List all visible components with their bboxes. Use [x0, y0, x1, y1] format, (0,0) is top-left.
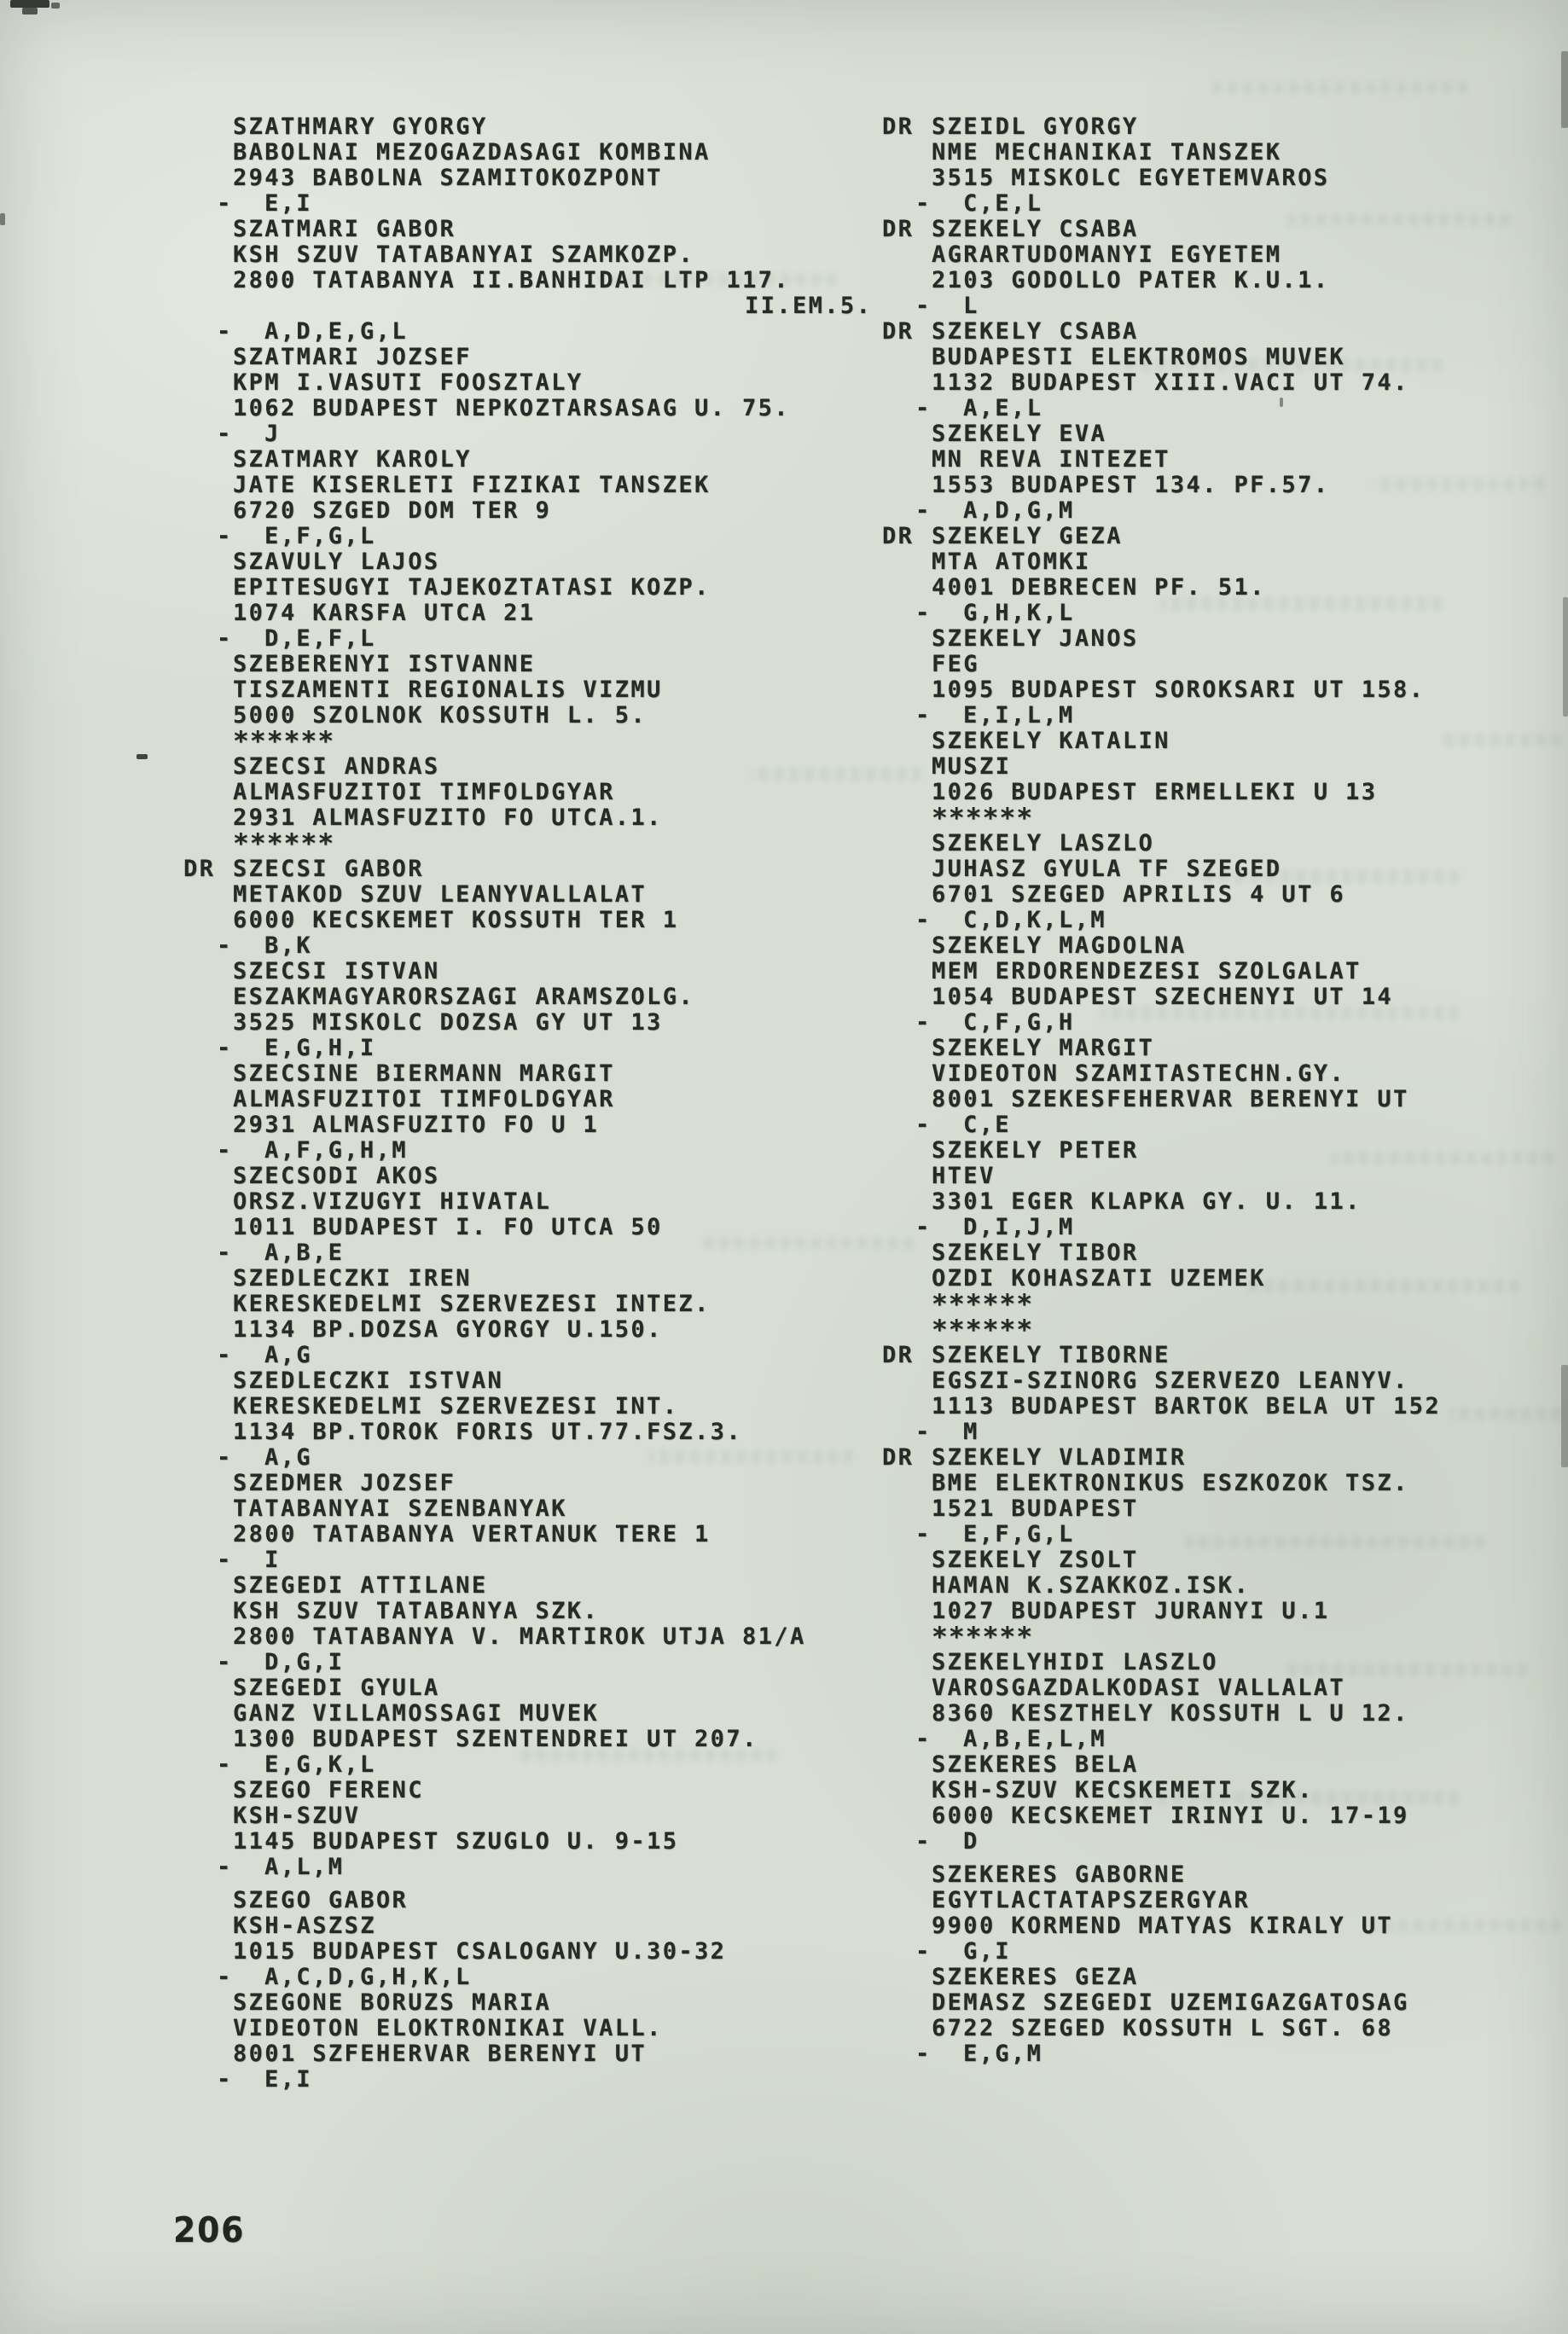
scan-artifact — [1280, 398, 1283, 407]
directory-entry — [915, 1137, 1441, 1240]
entry-codes-line: - A,G — [217, 1444, 312, 1471]
entry-detail-line: 9900 KORMEND MATYAS KIRALY UT — [932, 1913, 1394, 1939]
entry-detail-line: FEG — [932, 651, 979, 677]
scan-artifact — [1561, 51, 1568, 128]
entry-separator-stars: ****** — [932, 803, 1034, 833]
directory-entry — [217, 446, 872, 549]
entry-codes-line: - L — [915, 293, 979, 319]
entry-detail-line: MEM ERDORENDEZESI SZOLGALAT — [932, 958, 1362, 984]
entry-detail-line: 1027 BUDAPEST JURANYI U.1 — [932, 1598, 1330, 1624]
entry-codes-line: - D — [915, 1828, 979, 1855]
entry-codes-line: - C,E — [915, 1112, 1011, 1138]
entry-name: SZEKELY JANOS — [932, 625, 1139, 652]
entry-separator-stars: ****** — [233, 726, 335, 757]
scan-artifact — [51, 3, 60, 9]
directory-entry — [932, 1240, 1441, 1343]
directory-entry — [233, 753, 872, 859]
entry-codes-line: - E,I — [217, 190, 312, 217]
entry-detail-line: 2943 BABOLNA SZAMITOKOZPONT — [233, 165, 663, 191]
entry-name: SZATMARI JOZSEF — [233, 344, 472, 370]
scan-artifact — [1561, 1365, 1568, 1467]
entry-name: SZECSI GABOR DR — [183, 856, 424, 882]
entry-detail-line: KSH SZUV TATABANYA SZK. — [233, 1598, 600, 1624]
entry-detail-line: 2103 GODOLLO PATER K.U.1. — [932, 267, 1330, 293]
directory-entry — [217, 1470, 872, 1573]
bleed-through-streak — [1450, 1408, 1561, 1420]
entry-detail-line: METAKOD SZUV LEANYVALLALAT — [233, 881, 648, 908]
entry-codes-line: - E,F,G,L — [915, 1521, 1075, 1547]
entry-name: SZECSI ANDRAS — [233, 753, 440, 780]
entry-name: SZEKELY KATALIN — [932, 728, 1170, 754]
entry-codes-line: - A,G — [217, 1342, 312, 1368]
entry-detail-line: ALMASFUZITOI TIMFOLDGYAR — [233, 1086, 615, 1112]
scan-artifact — [136, 754, 148, 759]
entry-name: SZEKELY ZSOLT — [932, 1547, 1139, 1573]
entry-detail-line: 2800 TATABANYA V. MARTIROK UTJA 81/A — [233, 1623, 806, 1650]
entry-codes-line: - D,E,F,L — [217, 625, 376, 652]
directory-entry — [233, 651, 872, 757]
entry-detail-line: 1134 BP.TOROK FORIS UT.77.FSZ.3. — [233, 1419, 742, 1445]
entry-detail-line: KERESKEDELMI SZERVEZESI INTEZ. — [233, 1291, 711, 1317]
entry-detail-line: KERESKEDELMI SZERVEZESI INT. — [233, 1393, 679, 1420]
entry-detail-line: 1145 BUDAPEST SZUGLO U. 9-15 — [233, 1828, 679, 1855]
directory-entry — [217, 1777, 872, 1880]
entry-codes-line: - E,G,H,I — [217, 1035, 376, 1061]
directory-entry — [915, 625, 1441, 729]
directory-entry — [217, 1163, 872, 1266]
entry-name: SZECSINE BIERMANN MARGIT — [233, 1060, 615, 1087]
entry-codes-line: - D,G,I — [217, 1649, 345, 1675]
entry-separator-stars: ****** — [233, 828, 335, 859]
entry-detail-line: MTA ATOMKI — [932, 549, 1091, 575]
entry-name: SZEKELY VLADIMIR DR — [882, 1444, 1187, 1471]
directory-entry — [915, 932, 1441, 1036]
entry-name: SZEDLECZKI ISTVAN — [233, 1367, 504, 1394]
entry-name: SZEKELY CSABA DR — [882, 216, 1139, 242]
entry-codes-line: - A,F,G,H,M — [217, 1137, 408, 1164]
directory-entry — [915, 1035, 1441, 1138]
dr-prefix: DR — [882, 216, 915, 242]
entry-separator-stars: ****** — [932, 1289, 1034, 1320]
entry-detail-line: HAMAN K.SZAKKOZ.ISK. — [932, 1572, 1251, 1599]
dr-prefix: DR — [882, 523, 915, 549]
entry-detail-line: 6000 KECSKEMET IRINYI U. 17-19 — [932, 1803, 1409, 1829]
entry-detail-line: BME ELEKTRONIKUS ESZKOZOK TSZ. — [932, 1470, 1409, 1496]
directory-entry — [217, 1887, 872, 1990]
directory-entry — [217, 1989, 872, 2093]
entry-name: SZEKELYHIDI LASZLO — [932, 1649, 1218, 1675]
entry-detail-line: OZDI KOHASZATI UZEMEK — [932, 1265, 1266, 1292]
entry-detail-line: 1132 BUDAPEST XIII.VACI UT 74. — [932, 369, 1409, 396]
entry-name: SZATMARY KAROLY — [233, 446, 472, 473]
entry-detail-line: 1521 BUDAPEST — [932, 1495, 1139, 1522]
entry-codes-line: - M — [915, 1419, 979, 1445]
entry-name: SZEKERES GEZA — [932, 1964, 1139, 1990]
entry-detail-line: AGRARTUDOMANYI EGYETEM — [932, 241, 1282, 268]
directory-entry — [217, 1572, 872, 1675]
directory-entry — [217, 1265, 872, 1368]
entry-detail-line: 1553 BUDAPEST 134. PF.57. — [932, 472, 1330, 498]
entry-detail-line: 6720 SZGED DOM TER 9 — [233, 497, 552, 524]
directory-entry — [932, 729, 1441, 831]
entry-codes-line: - B,K — [217, 932, 312, 959]
entry-detail-line: 1074 KARSFA UTCA 21 — [233, 600, 536, 626]
scan-artifact — [1563, 597, 1568, 717]
entry-codes-line: - A,L,M — [217, 1854, 345, 1880]
directory-entry — [915, 1964, 1441, 2067]
entry-name: SZEKELY EVA — [932, 421, 1107, 447]
entry-detail-line: 1026 BUDAPEST ERMELLEKI U 13 — [932, 779, 1378, 805]
page-number: 206 — [173, 2209, 246, 2250]
entry-detail-line: ALMASFUZITOI TIMFOLDGYAR — [233, 779, 615, 805]
entry-detail-line: 3515 MISKOLC EGYETEMVAROS — [932, 165, 1330, 191]
entry-codes-line: - E,I — [217, 2066, 312, 2093]
directory-entry — [915, 1649, 1441, 1752]
entry-separator-stars: ****** — [932, 1622, 1034, 1652]
entry-detail-line: VIDEOTON SZAMITASTECHN.GY. — [932, 1060, 1346, 1087]
entry-detail-line: DEMASZ SZEGEDI UZEMIGAZGATOSAG — [932, 1989, 1409, 2016]
entry-detail-line: JATE KISERLETI FIZIKAI TANSZEK — [233, 472, 711, 498]
entry-name: SZEKELY TIBOR — [932, 1240, 1139, 1266]
entry-detail-line: 8001 SZFEHERVAR BERENYI UT — [233, 2041, 648, 2067]
entry-detail-line: 1054 BUDAPEST SZECHENYI UT 14 — [932, 984, 1394, 1010]
directory-entry — [217, 113, 872, 217]
directory-entry — [882, 113, 1441, 217]
entry-name: SZEGO FERENC — [233, 1777, 424, 1803]
entry-detail-line: VIDEOTON ELOKTRONIKAI VALL. — [233, 2015, 663, 2041]
entry-detail-line: EGSZI-SZINORG SZERVEZO LEANYV. — [932, 1367, 1409, 1394]
entry-codes-line: - D,I,J,M — [915, 1214, 1075, 1240]
entry-detail-line: 1095 BUDAPEST SOROKSARI UT 158. — [932, 676, 1426, 703]
entry-name: SZEKELY TIBORNE DR — [882, 1342, 1170, 1368]
entry-detail-line: 2931 ALMASFUZITO FO UTCA.1. — [233, 804, 663, 831]
entry-name: SZEKELY CSABA DR — [882, 318, 1139, 345]
entry-separator-stars: ****** — [932, 1315, 1034, 1345]
directory-entry — [217, 216, 873, 345]
entry-detail-line: KSH SZUV TATABANYAI SZAMKOZP. — [233, 241, 695, 268]
entry-codes-line: - A,D,E,G,L — [217, 318, 408, 345]
directory-entry — [217, 958, 872, 1061]
directory-entry — [882, 1444, 1441, 1547]
dr-prefix: DR — [882, 113, 915, 140]
entry-codes-line: - I — [217, 1547, 281, 1573]
directory-entry — [882, 1342, 1441, 1445]
entry-detail-line: 6722 SZEGED KOSSUTH L SGT. 68 — [932, 2015, 1394, 2041]
entry-codes-line: - A,B,E,L,M — [915, 1726, 1106, 1752]
scan-artifact — [22, 8, 38, 15]
entry-detail-line: ESZAKMAGYARORSZAGI ARAMSZOLG. — [233, 984, 695, 1010]
entry-name: SZEGO GABOR — [233, 1887, 409, 1913]
entry-name: SZEIDL GYORGY DR — [882, 113, 1139, 140]
entry-codes-line: - G,H,K,L — [915, 600, 1075, 626]
entry-detail-line: 1015 BUDAPEST CSALOGANY U.30-32 — [233, 1938, 727, 1965]
directory-entry — [915, 1751, 1441, 1855]
entry-detail-line: 1113 BUDAPEST BARTOK BELA UT 152 — [932, 1393, 1441, 1420]
entry-name: SZEKELY GEZA DR — [882, 523, 1123, 549]
entry-name: SZEKELY PETER — [932, 1137, 1139, 1164]
entry-detail-line: 5000 SZOLNOK KOSSUTH L. 5. — [233, 702, 648, 729]
entry-name: SZEKELY MAGDOLNA — [932, 932, 1187, 959]
entry-codes-line: - G,I — [915, 1938, 1011, 1965]
dr-prefix: DR — [882, 1342, 915, 1368]
scan-artifact — [10, 0, 49, 8]
entry-codes-line: - C,D,K,L,M — [915, 907, 1106, 933]
dr-prefix: DR — [183, 856, 216, 882]
entry-detail-line: 2800 TATABANYA II.BANHIDAI LTP 117. — [233, 267, 790, 293]
directory-entry — [915, 830, 1441, 933]
directory-entry — [932, 1547, 1441, 1650]
entry-name: SZEKELY LASZLO — [932, 830, 1155, 856]
entry-detail-line: EGYTLACTATAPSZERGYAR — [932, 1887, 1251, 1913]
entry-codes-line: - E,G,M — [915, 2041, 1043, 2067]
entry-name: SZAVULY LAJOS — [233, 549, 440, 575]
entry-detail-line: 3301 EGER KLAPKA GY. U. 11. — [932, 1188, 1362, 1215]
entry-codes-line: - C,E,L — [915, 190, 1043, 217]
entry-name: SZECSODI AKOS — [233, 1163, 440, 1189]
entry-detail-line: 4001 DEBRECEN PF. 51. — [932, 574, 1266, 601]
entry-codes-line: - A,D,G,M — [915, 497, 1075, 524]
directory-entry — [882, 523, 1441, 626]
directory-entry — [915, 1861, 1441, 1965]
entry-name: SZEGEDI ATTILANE — [233, 1572, 488, 1599]
entry-address-continuation: II.EM.5. — [745, 293, 873, 319]
directory-entry — [217, 1367, 872, 1471]
entry-detail-line: 2800 TATABANYA VERTANUK TERE 1 — [233, 1521, 711, 1547]
dr-prefix: DR — [882, 318, 915, 345]
entry-detail-line: JUHASZ GYULA TF SZEGED — [932, 856, 1282, 882]
entry-detail-line: 2931 ALMASFUZITO FO U 1 — [233, 1112, 600, 1138]
entry-name: SZATMARI GABOR — [233, 216, 456, 242]
entry-codes-line: - C,F,G,H — [915, 1009, 1075, 1036]
entry-name: SZEDLECZKI IREN — [233, 1265, 472, 1292]
entry-name: SZATHMARY GYORGY — [233, 113, 488, 140]
entry-detail-line: ORSZ.VIZUGYI HIVATAL — [233, 1188, 552, 1215]
directory-entry — [217, 1060, 872, 1164]
entry-name: SZEDMER JOZSEF — [233, 1470, 456, 1496]
entry-detail-line: MN REVA INTEZET — [932, 446, 1170, 473]
entry-name: SZEKERES GABORNE — [932, 1861, 1187, 1888]
entry-name: SZEGONE BORUZS MARIA — [233, 1989, 552, 2016]
entry-detail-line: EPITESUGYI TAJEKOZTATASI KOZP. — [233, 574, 711, 601]
scan-artifact — [0, 213, 5, 225]
entry-name: SZEBERENYI ISTVANNE — [233, 651, 536, 677]
entry-name: SZECSI ISTVAN — [233, 958, 440, 984]
entry-detail-line: TATABANYAI SZENBANYAK — [233, 1495, 567, 1522]
entry-codes-line: - A,E,L — [915, 395, 1043, 421]
entry-codes-line: - J — [217, 421, 281, 447]
directory-entry — [217, 344, 872, 447]
dr-prefix: DR — [882, 1444, 915, 1471]
directory-entry — [217, 1675, 872, 1778]
entry-name: SZEKELY MARGIT — [932, 1035, 1155, 1061]
entry-detail-line: KSH-ASZSZ — [233, 1913, 376, 1939]
entry-detail-line: 6701 SZEGED APRILIS 4 UT 6 — [932, 881, 1346, 908]
entry-detail-line: KSH-SZUV — [233, 1803, 361, 1829]
entry-name: SZEGEDI GYULA — [233, 1675, 440, 1701]
entry-detail-line: TISZAMENTI REGIONALIS VIZMU — [233, 676, 663, 703]
entry-detail-line: KSH-SZUV KECSKEMETI SZK. — [932, 1777, 1314, 1803]
entry-codes-line: - E,G,K,L — [217, 1751, 376, 1778]
directory-entry — [882, 318, 1441, 421]
entry-detail-line: BUDAPESTI ELEKTROMOS MUVEK — [932, 344, 1346, 370]
entry-detail-line: KPM I.VASUTI FOOSZTALY — [233, 369, 584, 396]
entry-detail-line: BABOLNAI MEZOGAZDASAGI KOMBINA — [233, 139, 711, 165]
entry-codes-line: - A,B,E — [217, 1240, 345, 1266]
entry-detail-line: VAROSGAZDALKODASI VALLALAT — [932, 1675, 1346, 1701]
bleed-through-streak — [1211, 81, 1467, 94]
entry-detail-line: 1134 BP.DOZSA GYORGY U.150. — [233, 1316, 663, 1343]
entry-detail-line: 1062 BUDAPEST NEPKOZTARSASAG U. 75. — [233, 395, 790, 421]
entry-detail-line: 8360 KESZTHELY KOSSUTH L U 12. — [932, 1700, 1409, 1727]
entry-codes-line: - E,I,L,M — [915, 702, 1075, 729]
entry-detail-line: 6000 KECSKEMET KOSSUTH TER 1 — [233, 907, 679, 933]
entry-detail-line: HTEV — [932, 1163, 996, 1189]
directory-column-right — [882, 113, 1441, 2067]
directory-entry — [183, 856, 872, 959]
entry-name: SZEKERES BELA — [932, 1751, 1139, 1778]
entry-detail-line: 1300 BUDAPEST SZENTENDREI UT 207. — [233, 1726, 758, 1752]
entry-detail-line: 8001 SZEKESFEHERVAR BERENYI UT — [932, 1086, 1409, 1112]
entry-detail-line: 1011 BUDAPEST I. FO UTCA 50 — [233, 1214, 663, 1240]
directory-column-left — [183, 113, 873, 2093]
entry-detail-line: MUSZI — [932, 753, 1012, 780]
entry-codes-line: - E,F,G,L — [217, 523, 376, 549]
entry-detail-line: 3525 MISKOLC DOZSA GY UT 13 — [233, 1009, 663, 1036]
entry-detail-line: GANZ VILLAMOSSAGI MUVEK — [233, 1700, 600, 1727]
directory-entry — [217, 549, 872, 652]
entry-detail-line: NME MECHANIKAI TANSZEK — [932, 139, 1282, 165]
directory-entry — [882, 216, 1441, 319]
entry-codes-line: - A,C,D,G,H,K,L — [217, 1964, 472, 1990]
directory-entry — [915, 421, 1441, 524]
bleed-through-streak — [1442, 734, 1561, 746]
